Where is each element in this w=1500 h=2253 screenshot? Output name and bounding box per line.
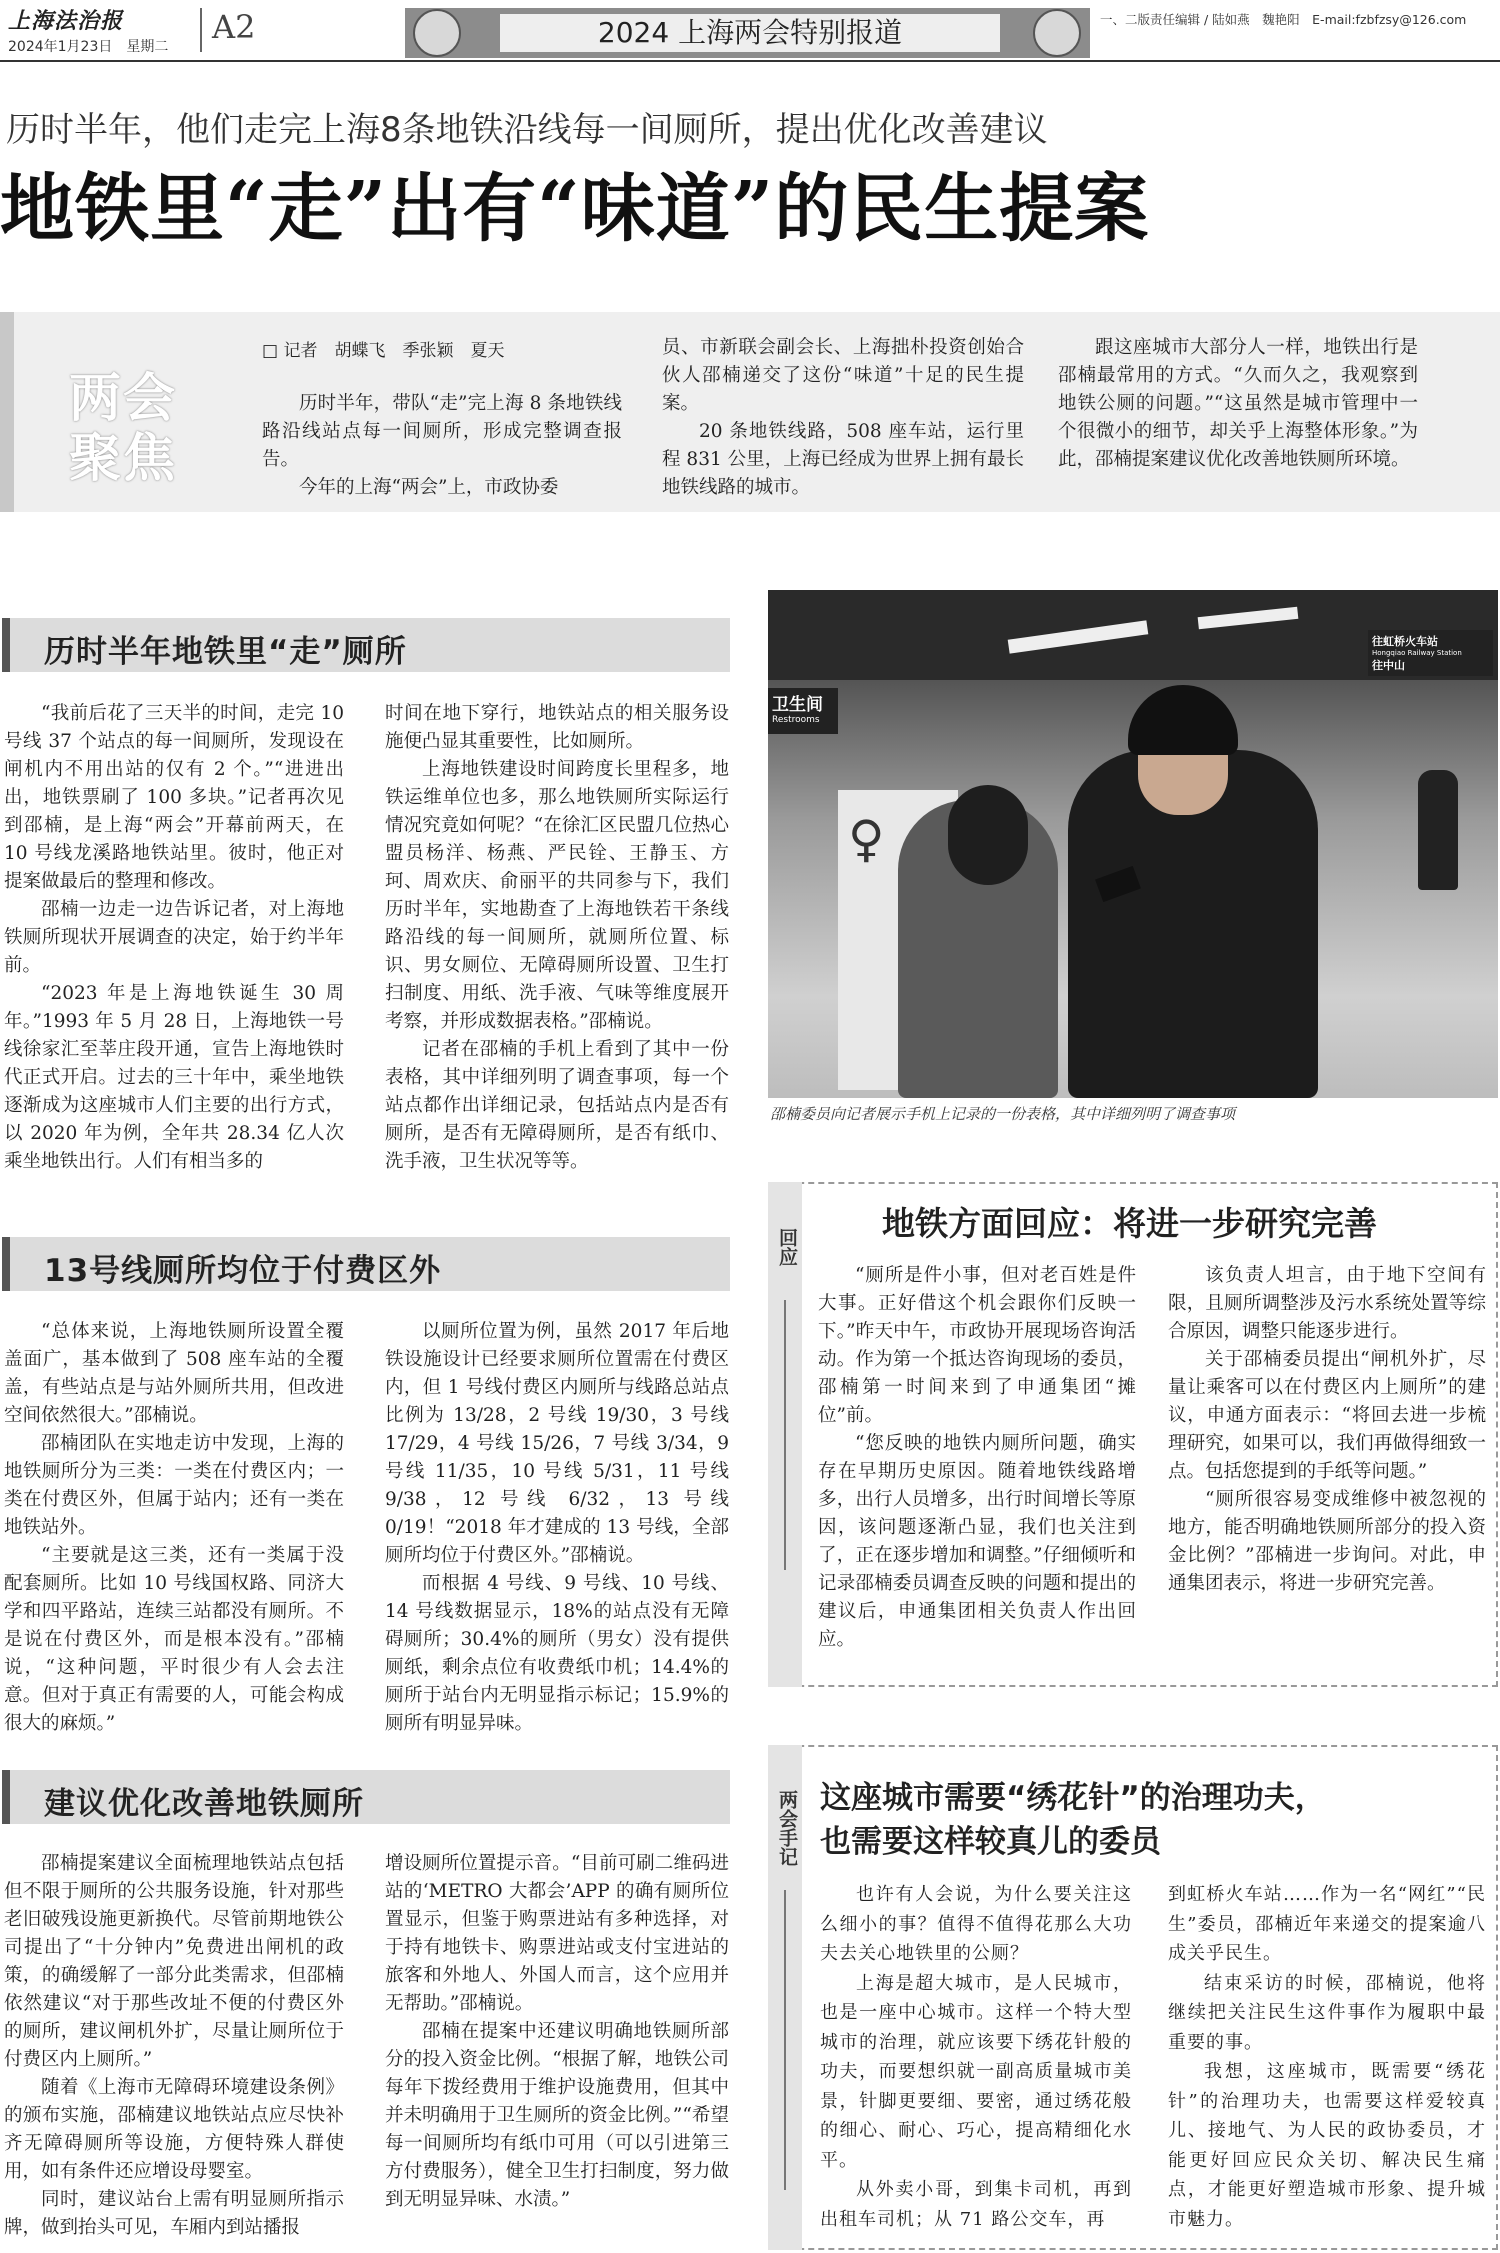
lead-tag-bottom: 聚焦 (69, 429, 178, 489)
s3-para: 邵楠提案建议全面梳理地铁站点包括但不限于厕所的公共服务设施，针对那些老旧破残设施更新换代。尽管前期地铁公司提出了“十分钟内”免费进出闸机的政策，的确缓解了一部分此类需求，但邵楠依然建议“对于那些改址不便的付费区外的厕所，建议闸机外扩，尽量让厕所位于付费区内上厕所。” (4, 1853, 344, 2070)
response-para: “厕所很容易变成维修中被忽视的地方，能否明确地铁厕所部分的投入资金比例？”邵楠进一步询问。对此，申通集团表示，将进一步研究完善。 (1168, 1489, 1486, 1594)
banner-title (500, 14, 1000, 52)
section-1-col-a (4, 700, 344, 1210)
station-sign (1368, 630, 1493, 676)
response-para: “厕所是件小事，但对老百姓是件大事。正好借这个机会跟你们反映一下。”昨天中午，市政协开展现场咨询活动。作为第一个抵达咨询现场的委员，邵楠第一时间来到了申通集团“摊位”前。 (818, 1265, 1136, 1426)
notes-tag-line (784, 1890, 786, 2190)
s2-para: 以厕所位置为例，虽然 2017 年后地铁设施设计已经要求厕所位置需在付费区内，但 1 号线付费区内厕所与线路总站点比例为 13/28，2 号线 19/30，3 号线 17/29，4 号线 15/26，7 号线 3/34，9 号线 11/35，10 号线 5/31，11 号线 9/38，12 号线 6/32，13 号线 0/19！“2018 年才建成的 13 号线，全部厕所均位于付费区外。”邵楠说。 (385, 1321, 729, 1566)
lead-para-5: 跟这座城市大部分人一样，地铁出行是邵楠最常用的方式。“久而久之，我观察到地铁公厕的问题。”“这虽然是城市管理中一个很微小的细节，却关乎上海整体形象。”为此，邵楠提案建议优化改善地铁厕所环境。 (1058, 337, 1418, 470)
section-3-header (2, 1770, 730, 1824)
s2-para: “主要就是这三类，还有一类属于没配套厕所。比如 10 号线国权路、同济大学和四平路站，连续三站都没有厕所。不是说在付费区外，而是根本没有。”邵楠说，“这种问题，平时很少有人会去注意。但对于真正有需要的人，可能会构成很大的麻烦。” (4, 1545, 344, 1734)
divider (200, 8, 202, 52)
notes-col-b (1168, 1880, 1486, 2240)
notes-para: 我想，这座城市，既需要“绣花针”的治理功夫，也需要这样爱较真儿、接地气、为人民的政协委员，才能更好回应民众关切、解决民生痛点，才能更好塑造城市形象、提升城市魅力。 (1168, 2061, 1486, 2230)
editor-credit: 一、二版责任编辑 / 陆如燕 魏艳阳 E-mail:fzbfzsy@126.com (1100, 12, 1467, 27)
response-col-a (818, 1262, 1136, 1672)
notes-title-2: 也需要这样较真儿的委员 (820, 1824, 1161, 1860)
notes-para: 上海是超大城市，是人民城市，也是一座中心城市。这样一个特大型城市的治理，就应该要下绣花针般的功夫，而要想织就一副高质量城市美景，针脚更要细、要密，通过绣花般的细心、耐心、巧心，提高精细化水平。 (820, 1972, 1132, 2171)
response-para: 该负责人坦言，由于地下空间有限，且厕所调整涉及污水系统处置等综合原因，调整只能逐步进行。 (1168, 1265, 1486, 1342)
section-3-col-a (4, 1850, 344, 2250)
s2-para: “总体来说，上海地铁厕所设置全覆盖面广，基本做到了 508 座车站的全覆盖，有些站点是与站外厕所共用，但改进空间依然很大。”邵楠说。 (4, 1321, 344, 1426)
section-2-col-a (4, 1318, 344, 1748)
restroom-sign-cn: 卫生间 (772, 695, 823, 715)
s3-para: 增设厕所位置提示音。“目前可刷二维码进站的‘METRO 大都会’APP 的确有厕所位置显示，但鉴于购票进站有多种选择，对于持有地铁卡、购票进站或支付宝进站的旅客和外地人、外国人而言，这个应用并无帮助。”邵楠说。 (385, 1853, 729, 2014)
s1-para: 记者在邵楠的手机上看到了其中一份表格，其中详细列明了调查事项，每一个站点都作出详细记录，包括站点内是否有厕所，是否有无障碍厕所，是否有纸巾、洗手液，卫生状况等等。 (385, 1039, 729, 1172)
beanie (1128, 685, 1238, 755)
restroom-sign-en: Restrooms (772, 715, 820, 725)
emblem-right-icon (1033, 9, 1081, 57)
section-1-header (2, 618, 730, 672)
lead-tag-top: 两会 (69, 369, 178, 429)
s2-para: 而根据 4 号线、9 号线、10 号线、14 号线数据显示，18%的站点没有无障碍厕所；30.4%的厕所（男女）没有提供厕纸，剩余点位有收费纸巾机；14.4%的厕所于站台内无明显指示标记；15.9%的厕所有明显异味。 (385, 1573, 729, 1734)
emblem-left-icon (413, 9, 461, 57)
lead-para-4: 20 条地铁线路，508 座车站，运行里程 831 公里，上海已经成为世界上拥有最长地铁线路的城市。 (662, 421, 1024, 498)
newspaper-logo: 上海法治报 (8, 8, 124, 34)
s3-para: 随着《上海市无障碍环境建设条例》的颁布实施，邵楠建议地铁站点应尽快补齐无障碍厕所等设施，方便特殊人群使用，如有条件还应增设母婴室。 (4, 2077, 344, 2182)
background-person (1418, 770, 1458, 890)
s1-para: “我前后花了三天半的时间，走完 10 号线 37 个站点的每一间厕所，发现设在闸机内不用出站的仅有 2 个。”“进进出出，地铁票刷了 100 多块。”记者再次见到邵楠，是上海“两会”开幕前两天，在 10 号线龙溪路地铁站里。彼时，他正对提案做最后的整理和修改。 (4, 703, 344, 892)
photo-caption: 邵楠委员向记者展示手机上记录的一份表格，其中详细列明了调查事项 (770, 1105, 1236, 1123)
banner-text: 2024 上海两会特别报道 (597, 16, 903, 49)
s1-para: 时间在地下穿行，地铁站点的相关服务设施便凸显其重要性，比如厕所。 (385, 703, 729, 752)
section-2-header (2, 1237, 730, 1291)
response-para: “您反映的地铁内厕所问题，确实存在早期历史原因。随着地铁线路增多，出行人员增多，出行时间增长等原因，该问题逐渐凸显，我们也关注到了，正在逐步增加和调整。”仔细倾听和记录邵楠委员调查反映的问题和提出的建议后，申通集团相关负责人作出回应。 (818, 1433, 1136, 1650)
notes-col-a (820, 1880, 1132, 2240)
restroom-sign (768, 688, 838, 734)
section-2-title: 13号线厕所均位于付费区外 (44, 1253, 442, 1289)
s1-para: 邵楠一边走一边告诉记者，对上海地铁厕所现状开展调查的决定，始于约半年前。 (4, 899, 344, 976)
lead-col-3 (1058, 334, 1418, 510)
notes-para: 从外卖小哥，到集卡司机，再到出租车司机；从 71 路公交车，再 (820, 2179, 1132, 2230)
s3-para: 同时，建议站台上需有明显厕所指示牌，做到抬头可见，车厢内到站播报 (4, 2189, 344, 2238)
byline: □ 记者 胡蝶飞 季张颖 夏天 (262, 341, 505, 361)
lead-col-1 (262, 390, 622, 510)
headline-kicker: 历时半年，他们走完上海8条地铁沿线每一间厕所，提出优化改善建议 (6, 110, 1048, 150)
notes-tag: 两会手记 (776, 1790, 798, 1866)
lead-col-2 (662, 334, 1024, 510)
news-photo (768, 590, 1498, 1098)
issue-date: 2024年1月23日 星期二 (8, 39, 169, 55)
lead-para-1: 历时半年，带队“走”完上海 8 条地铁线路沿线站点每一间厕所，形成完整调查报告。 (262, 393, 622, 470)
response-tag: 回应 (776, 1228, 798, 1266)
headline-title: 地铁里“走”出有“味道”的民生提案 (0, 166, 1150, 252)
notes-title-1: 这座城市需要“绣花针”的治理功夫， (820, 1780, 1326, 1816)
page-number: A2 (212, 8, 256, 46)
female-restroom-icon: ♀ (848, 810, 885, 868)
zhongshan-sign-cn: 往中山 (1372, 659, 1405, 672)
section-3-col-b (385, 1850, 729, 2250)
station-sign-cn: 往虹桥火车站 (1372, 635, 1438, 648)
s1-para: 上海地铁建设时间跨度长里程多，地铁运维单位也多，那么地铁厕所实际运行情况究竟如何呢？“在徐汇区民盟几位热心盟员杨洋、杨燕、严民铨、王静玉、方珂、周欢庆、俞丽平的共同参与下，我们历时半年，实地勘查了上海地铁若干条线路沿线的每一间厕所，就厕所位置、标识、男女厕位、无障碍厕所设置、卫生打扫制度、用纸、洗手液、气味等维度展开考察，并形成数据表格。”邵楠说。 (385, 759, 729, 1032)
response-col-b (1168, 1262, 1486, 1672)
section-2-col-b (385, 1318, 729, 1748)
banner (405, 8, 1090, 58)
section-1-col-b (385, 700, 729, 1210)
lead-para-3: 员、市新联会副会长、上海拙朴投资创始合伙人邵楠递交了这份“味道”十足的民生提案。 (662, 337, 1024, 414)
notes-para: 也许有人会说，为什么要关注这么细小的事？值得不值得花那么大功夫去关心地铁里的公厕？ (820, 1884, 1132, 1964)
response-title: 地铁方面回应：将进一步研究完善 (882, 1204, 1377, 1243)
masthead (0, 0, 1500, 62)
section-3-title: 建议优化改善地铁厕所 (44, 1786, 364, 1822)
notes-para: 到虹桥火车站……作为一名“网红”“民生”委员，邵楠近年来递交的提案逾八成关乎民生。 (1168, 1884, 1486, 1964)
woman-head (948, 785, 1028, 885)
response-tag-line (784, 1300, 786, 1570)
station-sign-en: Hongqiao Railway Station (1372, 649, 1462, 657)
s2-para: 邵楠团队在实地走访中发现，上海的地铁厕所分为三类：一类在付费区内；一类在付费区外，但属于站内；还有一类在地铁站外。 (4, 1433, 344, 1538)
response-para: 关于邵楠委员提出“闸机外扩，尽量让乘客可以在付费区内上厕所”的建议，申通方面表示：“将回去进一步梳理研究，如果可以，我们再做得细致一点。包括您提到的手纸等问题。” (1168, 1349, 1486, 1482)
section-1-title: 历时半年地铁里“走”厕所 (44, 634, 407, 670)
s1-para: “2023 年是上海地铁诞生 30 周年。”1993 年 5 月 28 日，上海地铁一号线徐家汇至莘庄段开通，宣告上海地铁时代正式开启。过去的三十年中，乘坐地铁逐渐成为这座城市人们主要的出行方式，以 2020 年为例，全年共 28.34 亿人次乘坐地铁出行。人们有相当多的 (4, 983, 344, 1172)
s3-para: 邵楠在提案中还建议明确地铁厕所部分的投入资金比例。“根据了解，地铁公司每年下拨经费用于维护设施费用，但其中并未明确用于卫生厕所的资金比例。”“希望每一间厕所均有纸巾可用（可以引进第三方付费服务），健全卫生打扫制度，努力做到无明显异味、水渍。” (385, 2021, 729, 2210)
lead-para-2: 今年的上海“两会”上，市政协委 (299, 477, 559, 498)
notes-para: 结束采访的时候，邵楠说，他将继续把关注民生这件事作为履职中最重要的事。 (1168, 1972, 1486, 2053)
